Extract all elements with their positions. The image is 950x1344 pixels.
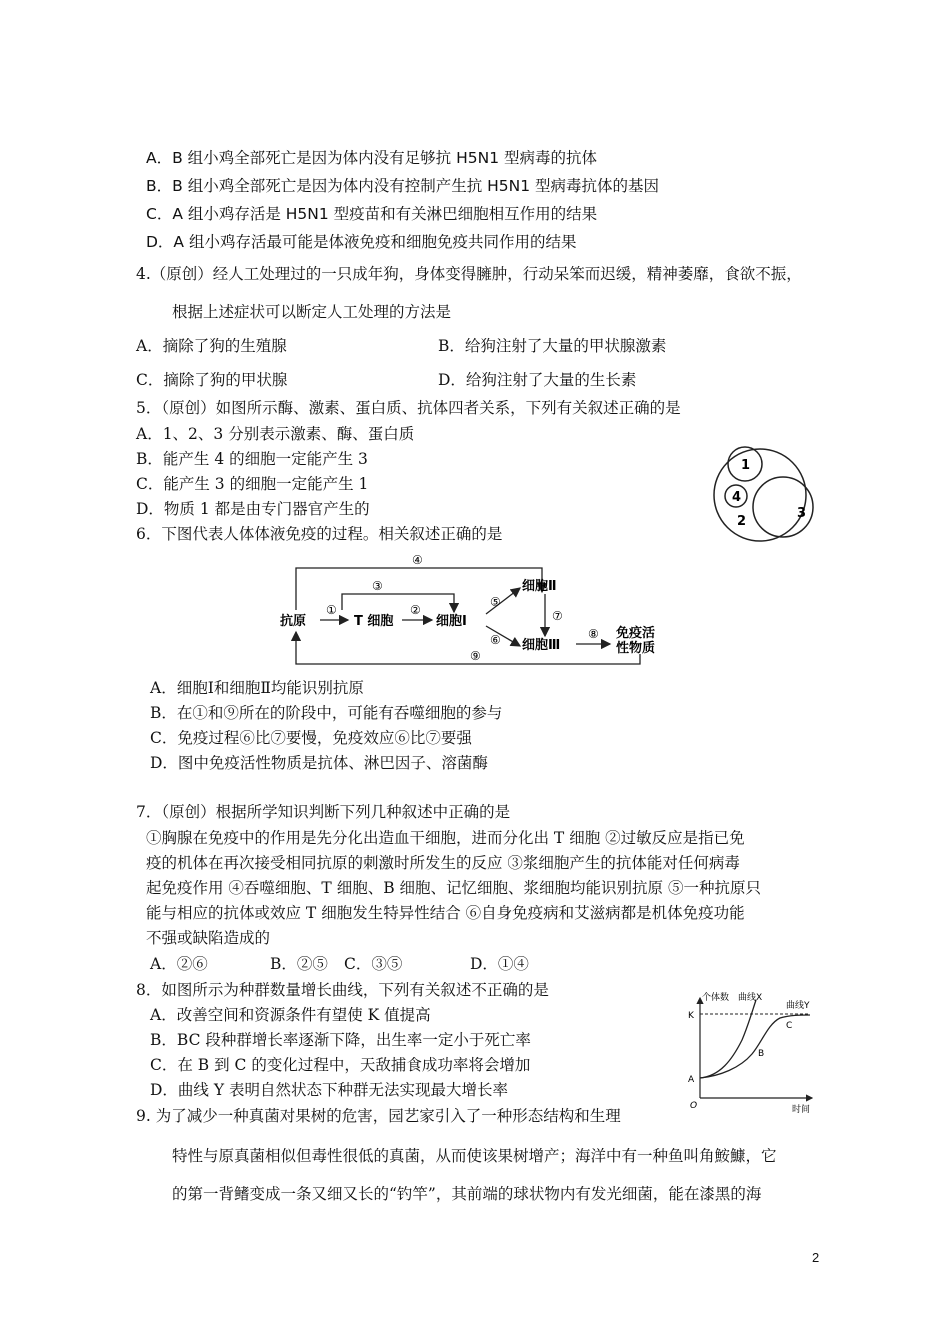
q5-venn-diagram bbox=[708, 440, 818, 550]
node-antigen: 抗原 bbox=[280, 614, 307, 629]
q7-text-line4: 能与相应的抗体或效应 T 细胞发生特异性结合 ⑥自身免疫病和艾滋病都是机体免疫功能 bbox=[146, 904, 745, 922]
curve-x-label: 曲线X bbox=[738, 993, 763, 1003]
label-2: ② bbox=[410, 603, 421, 617]
q6-immune-diagram bbox=[270, 548, 690, 672]
q3-option-b: B．B 组小鸡全部死亡是因为体内没有控制产生抗 H5N1 型病毒抗体的基因 bbox=[146, 177, 660, 195]
q9-text-line3: 的第一背鳍变成一条又细又长的“钓竿”，其前端的球状物内有发光细菌，能在漆黑的海 bbox=[172, 1185, 762, 1203]
q6-option-a: A．细胞Ⅰ和细胞Ⅱ均能识别抗原 bbox=[150, 679, 364, 697]
q5-stem: 5．（原创）如图所示酶、激素、蛋白质、抗体四者关系，下列有关叙述正确的是 bbox=[136, 399, 681, 417]
label-6: ⑥ bbox=[490, 633, 501, 647]
node-active-substance-1: 免疫活 bbox=[616, 626, 656, 641]
q7-option-b: B．②⑤ bbox=[270, 955, 328, 973]
label-3: ③ bbox=[372, 579, 383, 593]
point-c-label: C bbox=[786, 1021, 793, 1031]
arrow-3 bbox=[342, 594, 454, 612]
q8-stem: 8．如图所示为种群数量增长曲线，下列有关叙述不正确的是 bbox=[136, 981, 549, 999]
label-1: ① bbox=[326, 603, 337, 617]
q4-option-b: B．给狗注射了大量的甲状腺激素 bbox=[438, 337, 667, 355]
q5-option-a: A．1、2、3 分别表示激素、酶、蛋白质 bbox=[136, 425, 415, 443]
q7-text-line1: ①胸腺在免疫中的作用是先分化出造血干细胞，进而分化出 T 细胞 ②过敏反应是指已免 bbox=[146, 829, 745, 847]
q9-text-line2: 特性与原真菌相似但毒性很低的真菌，从而使该果树增产；海洋中有一种鱼叫角鮟鱇，它 bbox=[172, 1147, 777, 1165]
q6-stem: 6．下图代表人体体液免疫的过程。相关叙述正确的是 bbox=[136, 525, 503, 543]
q4-option-d: D．给狗注射了大量的生长素 bbox=[438, 371, 637, 389]
node-active-substance-2: 性物质 bbox=[616, 641, 656, 656]
q6-option-d: D．图中免疫活性物质是抗体、淋巴因子、溶菌酶 bbox=[150, 754, 488, 772]
q7-text-line5: 不强或缺陷造成的 bbox=[146, 929, 271, 947]
q7-option-a: A．②⑥ bbox=[150, 955, 208, 973]
q7-option-c: C．③⑤ bbox=[344, 955, 403, 973]
curve-y bbox=[700, 1015, 810, 1078]
x-axis-label: 时间 bbox=[792, 1105, 811, 1115]
q5-option-b: B．能产生 4 的细胞一定能产生 3 bbox=[136, 450, 368, 468]
label-2: 2 bbox=[737, 514, 747, 529]
q3-option-c: C．A 组小鸡存活是 H5N1 型疫苗和有关淋巴细胞相互作用的结果 bbox=[146, 205, 598, 223]
node-cell-2: 细胞Ⅱ bbox=[522, 579, 557, 594]
curve-y-label: 曲线Y bbox=[786, 1001, 810, 1011]
q4-option-c: C．摘除了狗的甲状腺 bbox=[136, 371, 288, 389]
label-7: ⑦ bbox=[552, 609, 563, 623]
node-cell-3: 细胞Ⅲ bbox=[522, 638, 561, 653]
q8-population-graph bbox=[680, 990, 820, 1120]
q8-option-a: A．改善空间和资源条件有望使 K 值提高 bbox=[150, 1006, 431, 1024]
label-8: ⑧ bbox=[588, 627, 599, 641]
q3-option-a: A．B 组小鸡全部死亡是因为体内没有足够抗 H5N1 型病毒的抗体 bbox=[146, 149, 597, 167]
label-4: 4 bbox=[732, 490, 742, 505]
label-5: ⑤ bbox=[490, 595, 501, 609]
q8-option-b: B．BC 段种群增长率逐渐下降，出生率一定小于死亡率 bbox=[150, 1031, 531, 1049]
q8-option-c: C．在 B 到 C 的变化过程中，天敌捕食成功率将会增加 bbox=[150, 1056, 531, 1074]
q8-option-d: D．曲线 Y 表明自然状态下种群无法实现最大增长率 bbox=[150, 1081, 509, 1099]
q7-option-d: D．①④ bbox=[470, 955, 529, 973]
origin-label: O bbox=[690, 1101, 698, 1111]
q7-text-line2: 疫的机体在再次接受相同抗原的刺激时所发生的反应 ③浆细胞产生的抗体能对任何病毒 bbox=[146, 854, 740, 872]
q4-option-a: A．摘除了狗的生殖腺 bbox=[136, 337, 287, 355]
node-t-cell: T 细胞 bbox=[354, 614, 394, 629]
q3-option-d: D．A 组小鸡存活最可能是体液免疫和细胞免疫共同作用的结果 bbox=[146, 233, 577, 251]
q7-stem: 7．（原创）根据所学知识判断下列几种叙述中正确的是 bbox=[136, 803, 511, 821]
q6-option-b: B．在①和⑨所在的阶段中，可能有吞噬细胞的参与 bbox=[150, 704, 503, 722]
y-axis-label: 个体数 bbox=[702, 993, 730, 1003]
label-4: ④ bbox=[412, 553, 423, 567]
curve-x bbox=[700, 1000, 756, 1078]
q4-stem-line1: 4.（原创）经人工处理过的一只成年狗，身体变得臃肿，行动呆笨而迟缓，精神萎靡，食欲不振， bbox=[136, 265, 802, 283]
point-a-label: A bbox=[688, 1075, 695, 1085]
node-cell-1: 细胞Ⅰ bbox=[436, 614, 467, 629]
k-label: K bbox=[688, 1011, 694, 1021]
q4-stem-line2: 根据上述症状可以断定人工处理的方法是 bbox=[172, 303, 452, 321]
q5-option-d: D．物质 1 都是由专门器官产生的 bbox=[136, 500, 370, 518]
label-9: ⑨ bbox=[470, 649, 481, 663]
q5-option-c: C．能产生 3 的细胞一定能产生 1 bbox=[136, 475, 369, 493]
q9-text-line1: 9. 为了减少一种真菌对果树的危害，园艺家引入了一种形态结构和生理 bbox=[136, 1107, 621, 1125]
point-b-label: B bbox=[758, 1049, 765, 1059]
q6-option-c: C．免疫过程⑥比⑦要慢，免疫效应⑥比⑦要强 bbox=[150, 729, 472, 747]
label-3: 3 bbox=[797, 506, 807, 521]
page-number: 2 bbox=[812, 1250, 820, 1265]
label-1: 1 bbox=[741, 458, 751, 473]
q7-text-line3: 起免疫作用 ④吞噬细胞、T 细胞、B 细胞、记忆细胞、浆细胞均能识别抗原 ⑤一种抗原只 bbox=[146, 879, 761, 897]
